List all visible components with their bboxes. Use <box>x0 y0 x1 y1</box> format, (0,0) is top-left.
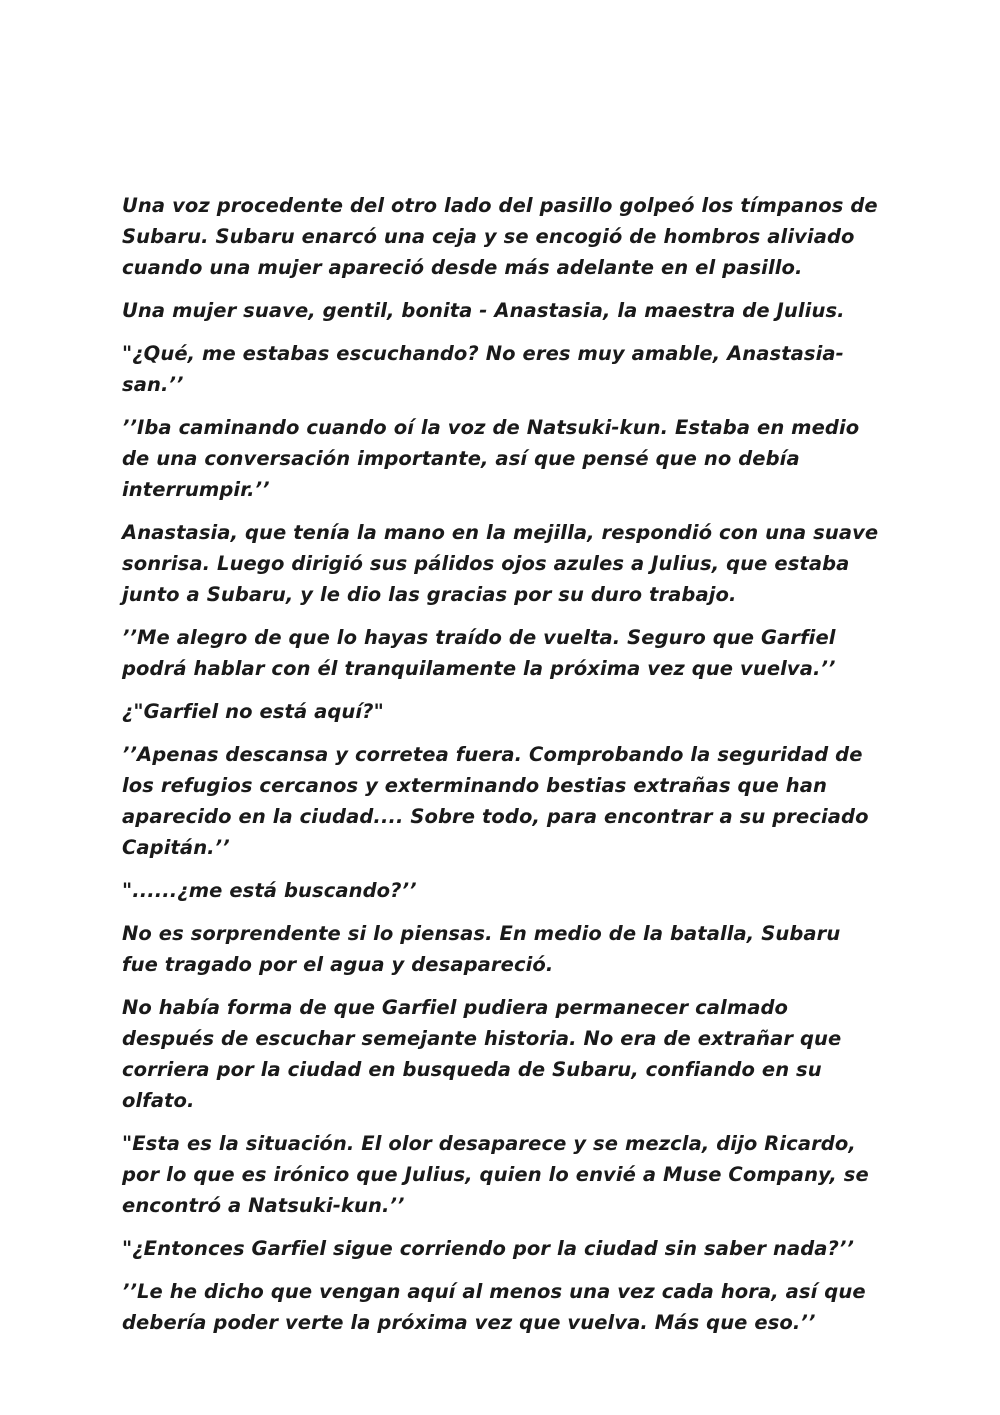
paragraph: Una voz procedente del otro lado del pasillo golpeó los tímpanos de Subaru. Subaru enarcó una ceja y se encogió de hombros aliviado cuando una mujer apareció desde más adelante en el pasillo. <box>122 194 878 279</box>
paragraph: "Esta es la situación. El olor desaparece y se mezcla, dijo Ricardo, por lo que es irónico que Julius, quien lo envié a Muse Company, se encontró a Natsuki-kun.’’ <box>122 1132 869 1217</box>
paragraph: ’’Iba caminando cuando oí la voz de Natsuki-kun. Estaba en medio de una conversación importante, así que pensé que no debía interrumpir.’’ <box>122 416 860 501</box>
paragraph: "......¿me está buscando?’’ <box>122 879 417 902</box>
paragraph: Anastasia, que tenía la mano en la mejilla, respondió con una suave sonrisa. Luego dirigió sus pálidos ojos azules a Julius, que estaba junto a Subaru, y le dio las gracias por su duro trabajo. <box>122 521 879 606</box>
paragraph: No había forma de que Garfiel pudiera permanecer calmado después de escuchar semejante historia. No era de extrañar que corriera por la ciudad en busqueda de Subaru, confiando en su olfato. <box>122 996 842 1112</box>
paragraph: Una mujer suave, gentil, bonita - Anastasia, la maestra de Julius. <box>122 299 845 322</box>
paragraph: No es sorprendente si lo piensas. En medio de la batalla, Subaru fue tragado por el agua y desapareció. <box>122 922 841 976</box>
paragraph: ’’Apenas descansa y corretea fuera. Comprobando la seguridad de los refugios cercanos y exterminando bestias extrañas que han aparecido en la ciudad.... Sobre todo, para encontrar a su preciado Capitán.’’ <box>122 743 869 859</box>
paragraph: "¿Qué, me estabas escuchando? No eres muy amable, Anastasia-san.’’ <box>122 342 844 396</box>
paragraph: ’’Le he dicho que vengan aquí al menos una vez cada hora, así que debería poder verte la próxima vez que vuelva. Más que eso.’’ <box>122 1280 866 1334</box>
document-body <box>122 190 882 1350</box>
paragraph: ¿"Garfiel no está aquí?" <box>122 700 384 723</box>
paragraph: ’’Me alegro de que lo hayas traído de vuelta. Seguro que Garfiel podrá hablar con él tranquilamente la próxima vez que vuelva.’’ <box>122 626 836 680</box>
paragraph: "¿Entonces Garfiel sigue corriendo por la ciudad sin saber nada?’’ <box>122 1237 854 1260</box>
